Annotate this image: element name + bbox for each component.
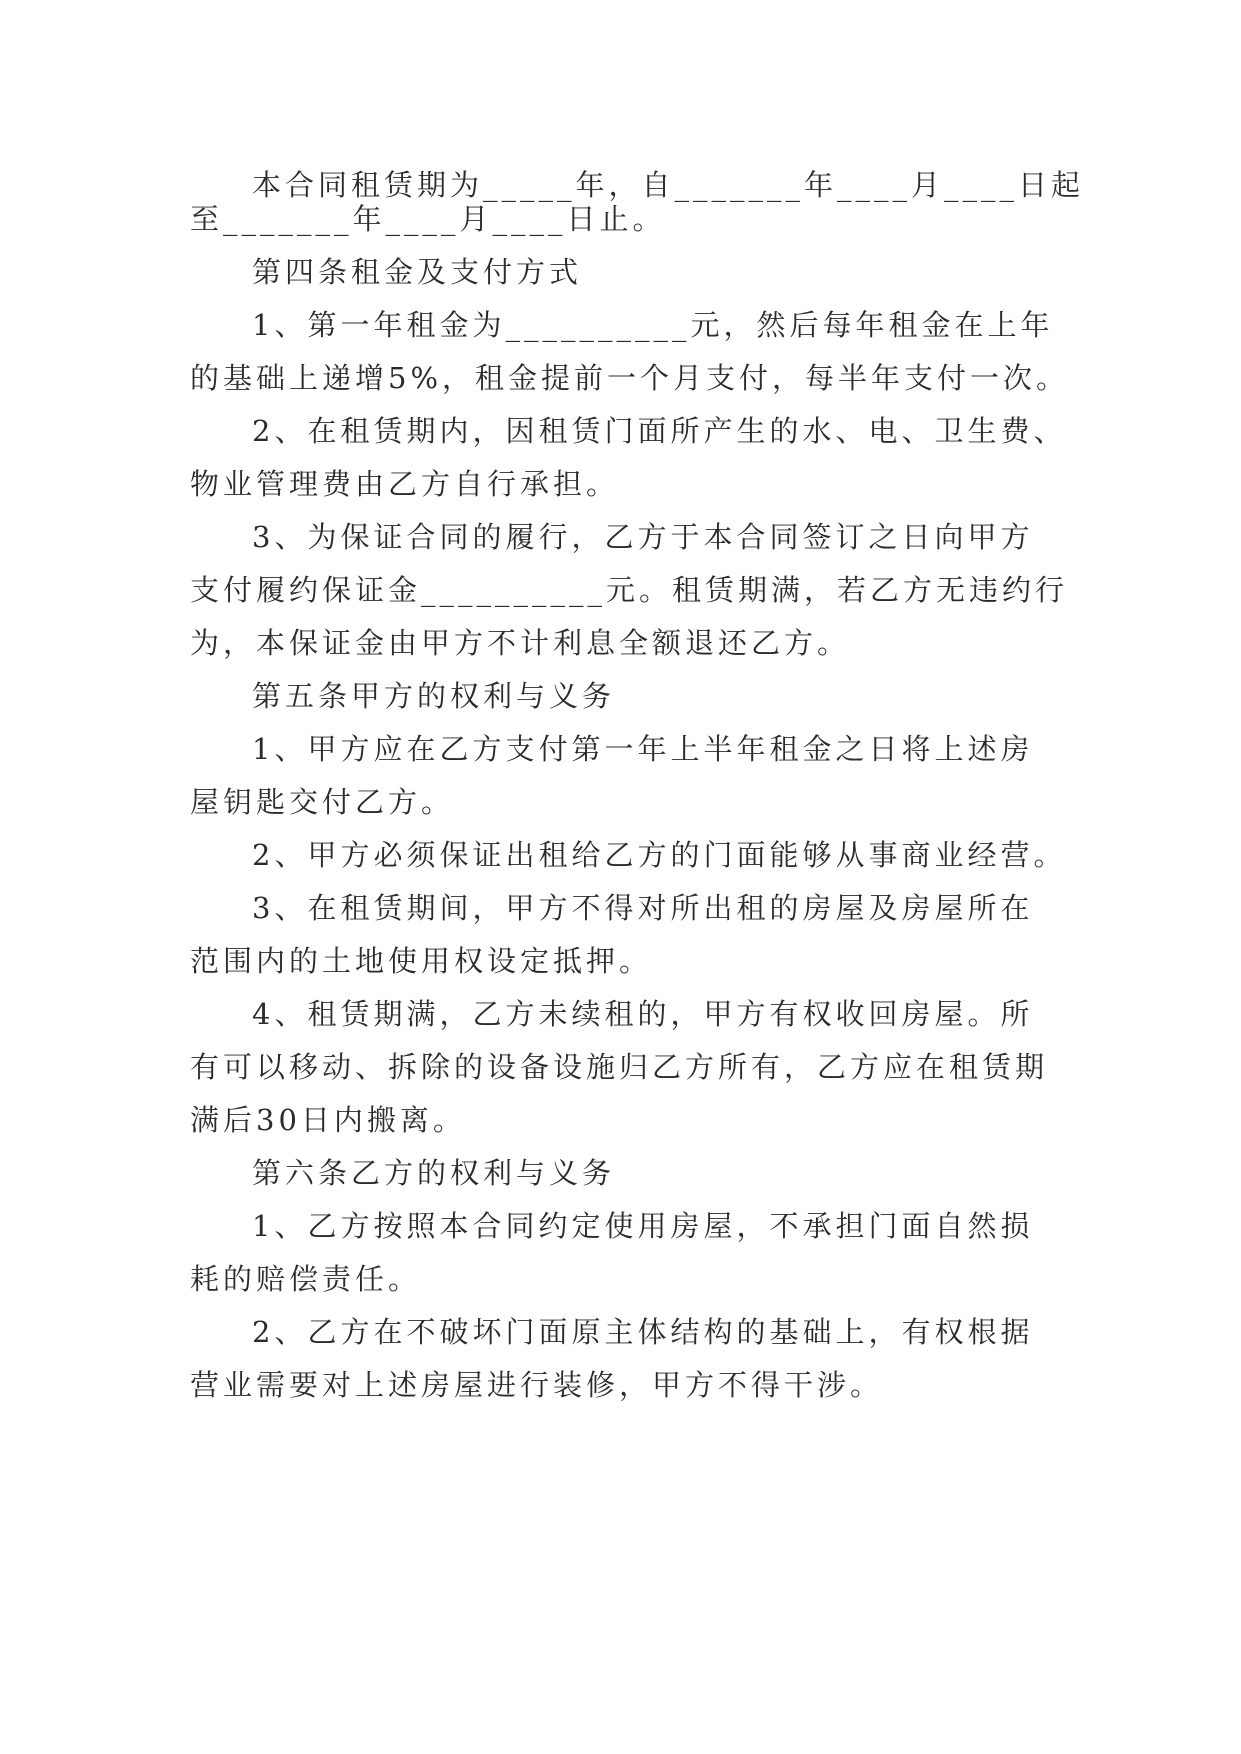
text-line: 的基础上递增5%，租金提前一个月支付，每半年支付一次。 bbox=[190, 361, 1070, 395]
text-line: 本合同租赁期为_____年，自_______年____月____日起 bbox=[252, 168, 1085, 202]
text-line: 满后30日内搬离。 bbox=[190, 1103, 466, 1137]
text-line: 范围内的土地使用权设定抵押。 bbox=[190, 944, 653, 978]
text-line: 2、在租赁期内，因租赁门面所产生的水、电、卫生费、 bbox=[252, 414, 1067, 448]
text-line: 有可以移动、拆除的设备设施归乙方所有，乙方应在租赁期 bbox=[190, 1050, 1049, 1084]
text-line: 至_______年____月____日止。 bbox=[190, 202, 666, 236]
text-line: 3、在租赁期间，甲方不得对所出租的房屋及房屋所在 bbox=[252, 891, 1034, 925]
section-heading-5: 第五条甲方的权利与义务 bbox=[252, 679, 616, 713]
section-heading-6: 第六条乙方的权利与义务 bbox=[252, 1156, 616, 1190]
text-line: 为，本保证金由甲方不计利息全额退还乙方。 bbox=[190, 626, 851, 660]
text-line: 1、第一年租金为__________元，然后每年租金在上年 bbox=[252, 308, 1054, 342]
text-line: 耗的赔偿责任。 bbox=[190, 1262, 422, 1296]
text-line: 支付履约保证金__________元。租赁期满，若乙方无违约行 bbox=[190, 573, 1069, 607]
text-line: 物业管理费由乙方自行承担。 bbox=[190, 467, 620, 501]
text-line: 4、租赁期满，乙方未续租的，甲方有权收回房屋。所 bbox=[252, 997, 1034, 1031]
text-line: 营业需要对上述房屋进行装修，甲方不得干涉。 bbox=[190, 1368, 884, 1402]
text-line: 屋钥匙交付乙方。 bbox=[190, 785, 455, 819]
text-line: 3、为保证合同的履行，乙方于本合同签订之日向甲方 bbox=[252, 520, 1034, 554]
section-heading-4: 第四条租金及支付方式 bbox=[252, 255, 583, 289]
text-line: 2、乙方在不破坏门面原主体结构的基础上，有权根据 bbox=[252, 1315, 1034, 1349]
text-line: 1、乙方按照本合同约定使用房屋，不承担门面自然损 bbox=[252, 1209, 1034, 1243]
text-line: 2、甲方必须保证出租给乙方的门面能够从事商业经营。 bbox=[252, 838, 1067, 872]
text-line: 1、甲方应在乙方支付第一年上半年租金之日将上述房 bbox=[252, 732, 1034, 766]
